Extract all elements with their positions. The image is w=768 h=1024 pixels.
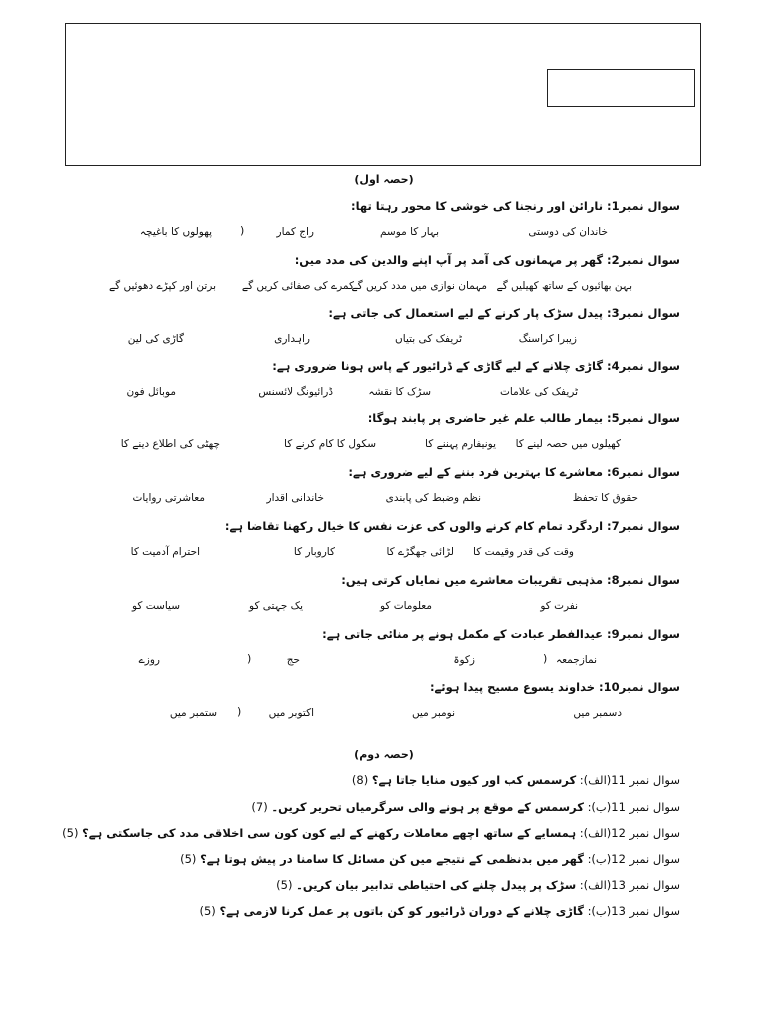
question-text: سڑک پر پیدل چلنے کی احتیاطی تدابیر بیان کریں۔: [296, 878, 577, 892]
question-label: سوال نمبر3:: [607, 306, 680, 320]
option: خاندان کی دوستی: [528, 226, 608, 238]
question-10: [430, 680, 680, 694]
option: ستمبر میں: [169, 707, 217, 719]
question-label: سوال نمبر4:: [607, 359, 680, 373]
question-label: سوال نمبر1:: [607, 199, 680, 213]
option: زیبرا کراسنگ: [518, 333, 577, 345]
option: برتن اور کپڑے دھوئیں گے: [108, 280, 216, 292]
option: اکتوبر میں: [268, 707, 314, 719]
part2-question: [62, 826, 680, 840]
question-text: گھر پر مہمانوں کی آمد پر آپ اپنے والدین کی مدد میں:: [294, 253, 604, 267]
option: حج: [286, 654, 300, 666]
option: چھٹی کی اطلاع دینے کا: [120, 438, 220, 450]
option: نومبر میں: [411, 707, 455, 719]
section-2-title: (حصہ دوم): [354, 748, 414, 761]
parenthesis: ): [240, 224, 245, 237]
option: راہداری: [274, 333, 310, 345]
question-text: معاشرے کا بہترین فرد بننے کے لیے ضروری ہے:: [348, 465, 604, 479]
question-text: خداوند یسوع مسیح پیدا ہوئے:: [429, 680, 596, 694]
option: راج کمار: [276, 226, 314, 238]
question-text: کرسمس کے موقع پر ہونے والی سرگرمیاں تحریر کریں۔: [271, 800, 584, 814]
marks: (5): [276, 878, 293, 892]
option: موبائل فون: [126, 386, 176, 398]
question-8: [341, 573, 680, 587]
marks: (5): [62, 826, 79, 840]
option: بہن بھائیوں کے ساتھ کھیلیں گے: [496, 280, 632, 292]
parenthesis: ): [237, 705, 242, 718]
option: معلومات کو: [379, 600, 432, 612]
option: یک جہتی کو: [249, 600, 303, 612]
option: روزے: [138, 654, 160, 666]
question-4: [272, 359, 680, 373]
option: پھولوں کا باغیچہ: [139, 226, 212, 238]
option: سڑک کا نقشہ: [368, 386, 431, 398]
option: سکول کا کام کرنے کا: [284, 438, 376, 450]
option: دسمبر میں: [573, 707, 622, 719]
question-label: سوال نمبر6:: [607, 465, 680, 479]
part2-question: [199, 904, 680, 918]
option: ٹریفک کی علامات: [499, 386, 578, 398]
question-text: گاڑی چلانے کے دوران ڈرائیور کو کن باتوں پر عمل کرنا لازمی ہے؟: [219, 904, 584, 918]
roll-number-box: [547, 69, 695, 107]
question-9: [322, 627, 680, 641]
question-label: سوال نمبر 13(ب):: [587, 904, 680, 918]
part2-question: [352, 773, 680, 787]
section-1-title: (حصہ اول): [354, 173, 414, 186]
question-text: گاڑی چلانے کے لیے گاڑی کے ڈرائیور کے پاس ہونا ضروری ہے:: [272, 359, 604, 373]
part2-question: [251, 800, 680, 814]
option: نمازجمعہ: [555, 654, 597, 666]
question-text: مذہبی تقریبات معاشرے میں نمایاں کرتی ہیں:: [341, 573, 604, 587]
option: کمرے کی صفائی کریں گے: [241, 280, 354, 292]
option: سیاست کو: [131, 600, 180, 612]
option: خاندانی اقدار: [266, 492, 324, 504]
question-text: گھر میں بدنظمی کے نتیجے میں کن مسائل کا سامنا در پیش ہوتا ہے؟: [200, 852, 584, 866]
question-text: بیمار طالب علم غیر حاضری پر پابند ہوگا:: [367, 411, 604, 425]
question-label: سوال نمبر 12(ب):: [587, 852, 680, 866]
option: کھیلوں میں حصہ لینے کا: [515, 438, 621, 450]
question-text: ہمسایے کے ساتھ اچھے معاملات رکھنے کے لیے کون کون سی اخلاقی مدد کی جاسکتی ہے؟: [82, 826, 577, 840]
marks: (5): [180, 852, 197, 866]
question-3: [328, 306, 680, 320]
part2-question: [180, 852, 680, 866]
question-text: عیدالفطر عبادت کے مکمل ہونے پر منائی جاتی ہے:: [322, 627, 604, 641]
option: کاروبار کا: [293, 546, 335, 558]
question-text: کرسمس کب اور کیوں منایا جاتا ہے؟: [371, 773, 577, 787]
option: معاشرتی روایات: [132, 492, 205, 504]
question-label: سوال نمبر5:: [607, 411, 680, 425]
option: بہار کا موسم: [379, 226, 439, 238]
question-text: اردگرد تمام کام کرنے والوں کی عزت نفس کا خیال رکھنا تقاضا ہے:: [224, 519, 604, 533]
option: گاڑی کی لین: [127, 333, 184, 345]
option: ٹریفک کی بتیاں: [395, 333, 462, 345]
option: مہمان نوازی میں مدد کریں گے: [351, 280, 487, 292]
question-label: سوال نمبر 11(الف):: [579, 773, 680, 787]
question-7: [225, 519, 680, 533]
option: لڑائی جھگڑے کا: [386, 546, 454, 558]
option: یونیفارم پہننے کا: [425, 438, 496, 450]
question-label: سوال نمبر8:: [607, 573, 680, 587]
option: نظم وضبط کی پابندی: [385, 492, 481, 504]
question-label: سوال نمبر9:: [607, 627, 680, 641]
question-5: [368, 411, 680, 425]
question-label: سوال نمبر 12(الف):: [579, 826, 680, 840]
option: ڈرائیونگ لائسنس: [258, 386, 333, 398]
option: نفرت کو: [540, 600, 578, 612]
marks: (5): [199, 904, 216, 918]
question-label: سوال نمبر 11(ب):: [587, 800, 680, 814]
parenthesis: ): [543, 652, 548, 665]
option: احترام آدمیت کا: [130, 546, 200, 558]
question-text: پیدل سڑک پار کرنے کے لیے استعمال کی جاتی ہے:: [328, 306, 604, 320]
option: حقوق کا تحفظ: [572, 492, 638, 504]
question-label: سوال نمبر10:: [599, 680, 680, 694]
question-label: سوال نمبر2:: [607, 253, 680, 267]
question-label: سوال نمبر 13(الف):: [579, 878, 680, 892]
question-2: [295, 253, 680, 267]
question-text: نارائن اور رنجنا کی خوشی کا محور رہتا تھا:: [350, 199, 604, 213]
marks: (8): [351, 773, 369, 787]
question-1: [351, 199, 680, 213]
option: وقت کی قدر وقیمت کا: [473, 546, 574, 558]
part2-question: [276, 878, 680, 892]
question-label: سوال نمبر7:: [607, 519, 680, 533]
question-6: [348, 465, 680, 479]
option: زکوۃ: [453, 654, 475, 666]
parenthesis: ): [247, 652, 252, 665]
marks: (7): [251, 800, 268, 814]
